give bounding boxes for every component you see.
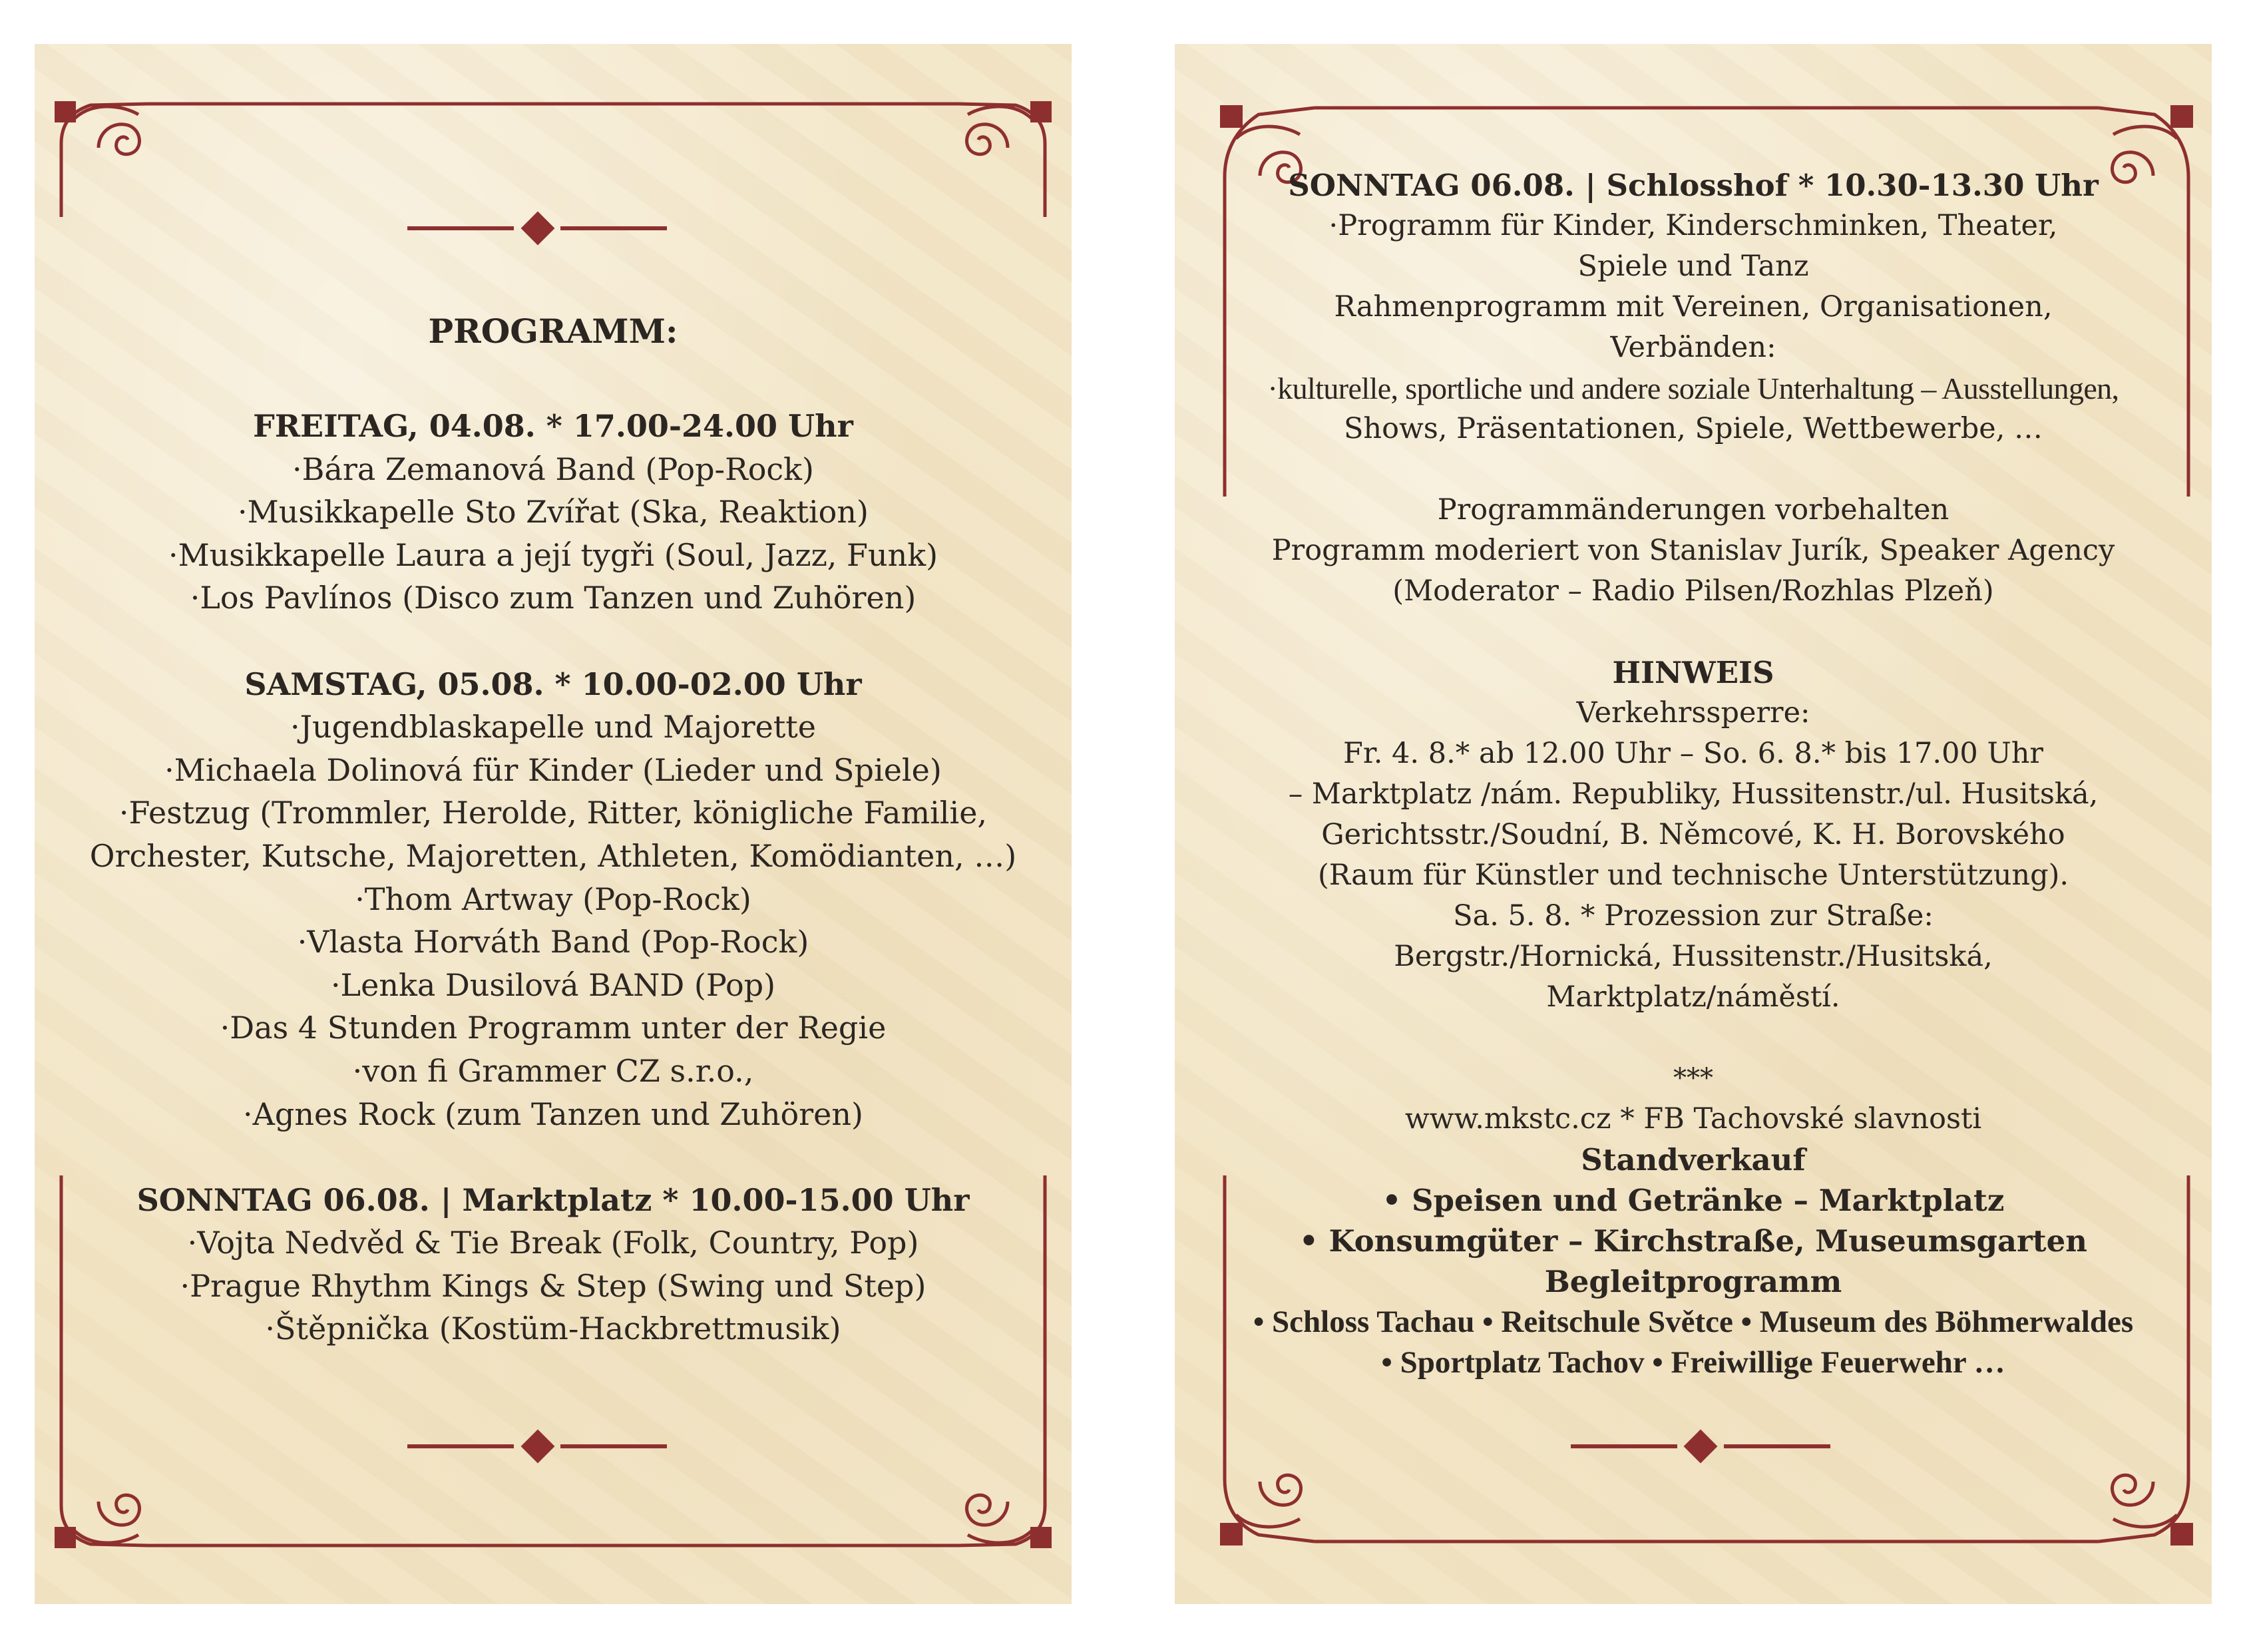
hinweis-line: – Marktplatz /nám. Republiky, Hussitenstr./ul. Husitská, <box>1288 777 2099 811</box>
list-item: ·von fi Grammer CZ s.r.o., <box>352 1052 754 1089</box>
list-item: ·Agnes Rock (zum Tanzen und Zuhören) <box>243 1096 863 1132</box>
list-item: ·Los Pavlínos (Disco zum Tanzen und Zuhören) <box>190 580 917 616</box>
begleitprogramm-heading: Begleitprogramm <box>1544 1264 1842 1299</box>
program-text-left <box>35 310 1072 1350</box>
list-item: ·Prague Rhythm Kings & Step (Swing und Step) <box>180 1267 926 1304</box>
list-item: ·Thom Artway (Pop-Rock) <box>355 881 751 917</box>
list-item: ·kulturelle, sportliche und andere soziale Unterhaltung – Ausstellungen, <box>1267 371 2119 405</box>
hinweis-heading: HINWEIS <box>1612 655 1774 690</box>
list-item: ·Vojta Nedvěd & Tie Break (Folk, Country, Pop) <box>187 1225 919 1261</box>
list-item: Orchester, Kutsche, Majoretten, Athleten, Komödianten, …) <box>89 837 1017 874</box>
note-line: Programmänderungen vorbehalten <box>1437 493 1949 526</box>
day-heading-friday: FREITAG, 04.08. * 17.00-24.00 Uhr <box>253 408 853 444</box>
list-item: ·Bára Zemanová Band (Pop-Rock) <box>292 451 815 487</box>
begleitprogramm-item: • Sportplatz Tachov • Freiwillige Feuerwehr … <box>1381 1345 2005 1380</box>
hinweis-line: Bergstr./Hornická, Hussitenstr./Husitská, <box>1394 940 1993 973</box>
list-item: Shows, Präsentationen, Spiele, Wettbewerbe, … <box>1343 412 2043 445</box>
standverkauf-item: • Konsumgüter – Kirchstraße, Museumsgarten <box>1299 1223 2087 1259</box>
list-item: ·Das 4 Stunden Programm unter der Regie <box>220 1010 887 1046</box>
list-item: ·Štěpnička (Kostüm-Hackbrettmusik) <box>265 1311 841 1347</box>
list-item: ·Jugendblaskapelle und Majorette <box>290 709 817 745</box>
hinweis-line: Marktplatz/náměstí. <box>1546 980 1840 1014</box>
note-line: (Moderator – Radio Pilsen/Rozhlas Plzeň) <box>1392 574 1994 608</box>
list-item: ·Musikkapelle Sto Zvířat (Ska, Reaktion) <box>238 494 869 530</box>
separator: *** <box>1673 1063 1713 1094</box>
hinweis-line: Fr. 4. 8.* ab 12.00 Uhr – So. 6. 8.* bis 17.00 Uhr <box>1343 737 2043 770</box>
hinweis-line: Sa. 5. 8. * Prozession zur Straße: <box>1453 899 1934 932</box>
list-item: Verbänden: <box>1610 331 1776 364</box>
list-item: Spiele und Tanz <box>1577 250 1809 283</box>
list-item: ·Vlasta Horváth Band (Pop-Rock) <box>297 924 809 960</box>
note-line: Programm moderiert von Stanislav Jurík, Speaker Agency <box>1271 534 2115 567</box>
list-item: ·Michaela Dolinová für Kinder (Lieder und Spiele) <box>164 751 942 788</box>
standverkauf-item: • Speisen und Getränke – Marktplatz <box>1382 1183 2005 1218</box>
day-heading-saturday: SAMSTAG, 05.08. * 10.00-02.00 Uhr <box>244 666 862 702</box>
list-item: Rahmenprogramm mit Vereinen, Organisationen, <box>1334 290 2053 323</box>
standverkauf-heading: Standverkauf <box>1581 1142 1806 1177</box>
begleitprogramm-item: • Schloss Tachau • Reitschule Světce • Museum des Böhmerwaldes <box>1253 1305 2134 1339</box>
list-item: ·Musikkapelle Laura a její tygři (Soul, Jazz, Funk) <box>168 536 938 573</box>
day-heading-sunday-castle: SONNTAG 06.08. | Schlosshof * 10.30-13.30 Uhr <box>1288 168 2099 203</box>
program-heading: PROGRAMM: <box>428 311 678 351</box>
list-item: ·Lenka Dusilová BAND (Pop) <box>330 966 776 1003</box>
program-page-right <box>1175 44 2212 1604</box>
day-heading-sunday-market: SONNTAG 06.08. | Marktplatz * 10.00-15.00 Uhr <box>136 1181 970 1218</box>
list-item: ·Festzug (Trommler, Herolde, Ritter, königliche Familie, <box>118 795 988 831</box>
hinweis-line: Verkehrssperre: <box>1576 696 1810 729</box>
program-text-right <box>1175 165 2212 1383</box>
list-item: ·Programm für Kinder, Kinderschminken, Theater, <box>1328 209 2058 242</box>
hinweis-line: (Raum für Künstler und technische Unterstützung). <box>1317 859 2069 892</box>
program-page-left <box>35 44 1072 1604</box>
hinweis-line: Gerichtsstr./Soudní, B. Němcové, K. H. Borovského <box>1321 818 2065 851</box>
website-line: www.mkstc.cz * FB Tachovské slavnosti <box>1404 1102 1982 1136</box>
